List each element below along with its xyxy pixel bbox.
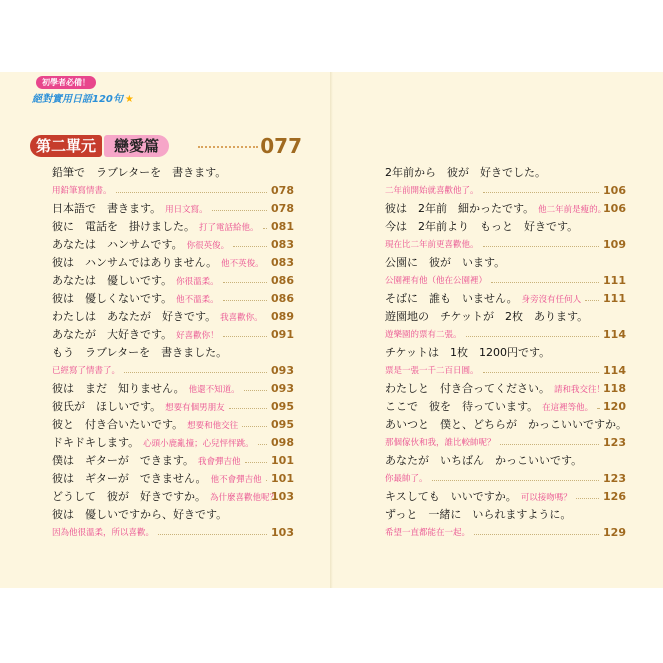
chinese-translation: 票是一張一千二百日圓。 [385,366,479,376]
list-item [52,378,294,396]
chinese-translation: 你很溫柔。 [176,277,219,287]
series-logo [28,76,168,116]
dotted-leader [223,282,267,283]
chinese-translation: 那個傢伙和我，誰比較帥呢？ [385,438,496,448]
japanese-sentence [52,254,264,270]
dotted-leader [266,480,267,481]
chinese-translation: 身旁沒有任何人 [521,295,582,305]
chinese-translation: 現在比二年前更喜歡他。 [385,240,479,250]
list-item [385,234,626,252]
japanese-sentence [385,398,593,414]
list-item [385,198,626,216]
page-number: 103 [271,526,294,539]
japanese-sentence [52,470,262,486]
japanese-sentence [52,200,208,216]
dotted-leader [576,498,599,499]
page-number: 091 [271,328,294,341]
dotted-leader [223,336,267,337]
list-item [385,288,626,306]
japanese-sentence [385,218,578,234]
dotted-leader [158,534,267,535]
chinese-translation: 可以接吻嗎？ [520,493,572,503]
dotted-leader [483,372,599,373]
page-number: 098 [271,436,294,449]
book-gutter [330,72,333,588]
page-number: 086 [271,292,294,305]
japanese-text: 公園に 彼が います。 [385,256,506,269]
list-item [52,270,294,288]
japanese-text: そばに 誰も いません。 [385,292,518,305]
chinese-translation: 用鉛筆寫情書。 [52,186,112,196]
japanese-text: キスしても いいですか。 [385,490,517,503]
list-item [52,486,294,504]
list-item [52,162,294,180]
chinese-translation: 請和我交往！ [554,385,606,395]
japanese-text: 今は 2年前より もっと 好きです。 [385,220,579,233]
list-item [52,234,294,252]
japanese-sentence [385,452,582,468]
page-number: 120 [603,400,626,413]
japanese-text: もう ラブレターを 書きました。 [52,346,228,359]
chinese-translation: 我喜歡你。 [220,313,263,323]
list-item [52,468,294,486]
list-item [52,342,294,360]
japanese-sentence [52,434,254,450]
chinese-translation: 在這裡等他。 [542,403,594,413]
japanese-sentence [385,254,505,270]
dotted-leader [491,282,599,283]
page-number: 114 [603,328,626,341]
japanese-sentence [52,272,219,288]
list-item [385,360,626,378]
dotted-leader [223,300,267,301]
list-item [385,180,626,198]
japanese-text: あなたが 大好きです。 [52,328,173,341]
page-number: 083 [271,256,294,269]
japanese-text: 彼は ハンサムではありません。 [52,256,218,269]
list-item [385,450,626,468]
dotted-leader [432,480,599,481]
chinese-translation: 你最帥了。 [385,474,428,484]
dotted-leader [116,192,267,193]
japanese-text: 彼は ギターが できません。 [52,472,207,485]
chinese-translation: 他還不知道。 [188,385,240,395]
chinese-translation: 用日文寫。 [165,205,208,215]
list-item [385,504,626,522]
page-number: 129 [603,526,626,539]
page-number: 095 [271,400,294,413]
list-item [52,414,294,432]
japanese-sentence [52,380,240,396]
japanese-text: あなたが いちばん かっこいいです。 [385,454,583,467]
list-item [52,360,294,378]
chinese-translation: 他不英俊。 [221,259,264,269]
chinese-translation: 好喜歡你！ [176,331,219,341]
list-item [52,450,294,468]
japanese-text: あいつと 僕と、どちらが かっこいいですか。 [385,418,627,431]
chinese-translation: 想要有個男朋友 [165,403,225,413]
page-number: 089 [271,310,294,323]
japanese-text: 彼に 電話を 掛けました。 [52,220,195,233]
chinese-translation: 他不會彈吉他 [210,475,262,485]
section-page-number: 077 [260,134,302,158]
list-item [385,270,626,288]
dotted-leader [212,210,267,211]
japanese-sentence [52,506,227,522]
dotted-leader [597,408,599,409]
page-number: 123 [603,472,626,485]
japanese-sentence [385,506,571,522]
chinese-translation: 公園裡有他（他在公園裡） [385,276,488,286]
logo-badge: 初學者必備！ [36,76,96,89]
dotted-leader [258,444,267,445]
logo-subtitle [32,90,134,105]
japanese-text: 鉛筆で ラブレターを 書きます。 [52,166,227,179]
chinese-translation: 他二年前是瘦的。 [538,205,607,215]
japanese-text: 2年前から 彼が 好きでした。 [385,166,546,179]
list-item [52,396,294,414]
dotted-leader [483,246,599,247]
japanese-sentence [52,236,229,252]
japanese-sentence [52,326,219,342]
dotted-leader [245,462,267,463]
japanese-sentence [385,344,550,360]
japanese-sentence [385,164,546,180]
page-number: 093 [271,382,294,395]
japanese-text: チケットは 1枚 1200円です。 [385,346,551,359]
japanese-text: わたしと 付き合ってください。 [385,382,550,395]
list-item [385,486,626,504]
list-item [52,180,294,198]
list-item [385,432,626,450]
japanese-sentence [52,344,227,360]
japanese-sentence [52,308,263,324]
japanese-text: 彼氏が ほしいです。 [52,400,162,413]
section-header [30,135,302,157]
japanese-text: あなたは ハンサムです。 [52,238,183,251]
dotted-leader [229,408,267,409]
japanese-text: ずっと 一緒に いられますように。 [385,508,572,521]
japanese-text: 彼は 優しくないです。 [52,292,173,305]
page-number: 078 [271,184,294,197]
list-item [385,342,626,360]
list-item [52,306,294,324]
unit-label: 第二單元 [30,135,102,157]
chinese-translation: 我會彈吉他 [198,457,241,467]
list-item [385,162,626,180]
dotted-leader [242,426,267,427]
chinese-translation: 他不溫柔。 [176,295,219,305]
page-number: 078 [271,202,294,215]
dotted-leader [483,192,599,193]
page-number: 118 [603,382,626,395]
page-number: 111 [603,274,626,287]
list-item [385,324,626,342]
page-number: 081 [271,220,294,233]
left-column [52,162,294,542]
dotted-leader [233,246,267,247]
dotted-leader [466,336,599,337]
section-leader [198,146,258,148]
dotted-leader [124,372,267,373]
list-item [385,378,626,396]
japanese-sentence [52,452,241,468]
japanese-sentence [52,290,219,306]
japanese-text: 彼は まだ 知りません。 [52,382,185,395]
japanese-sentence [385,380,605,396]
page-number: 126 [603,490,626,503]
logo-subtitle-text: 絕對實用日語120句 [32,94,123,105]
japanese-text: どうして 彼が 好きですか。 [52,490,206,503]
page-number: 114 [603,364,626,377]
dotted-leader [244,390,267,391]
japanese-text: ここで 彼を 待っています。 [385,400,539,413]
list-item [385,396,626,414]
chinese-translation: 心頭小鹿亂撞；心兒怦怦跳。 [143,439,254,449]
dotted-leader [263,228,267,229]
page-number: 101 [271,472,294,485]
page-number: 101 [271,454,294,467]
japanese-sentence [52,488,278,504]
japanese-sentence [385,488,572,504]
chinese-translation: 二年前開始就喜歡他了。 [385,186,479,196]
dotted-leader [585,300,599,301]
list-item [52,216,294,234]
right-column [385,162,626,542]
list-item [385,414,626,432]
list-item [52,522,294,540]
japanese-text: 僕は ギターが できます。 [52,454,195,467]
japanese-text: ドキドキします。 [52,436,140,449]
chinese-translation: 希望一直都能在一起。 [385,528,471,538]
japanese-sentence [385,308,588,324]
section-title: 戀愛篇 [104,135,169,157]
page-number: 103 [271,490,294,503]
chinese-translation: 你很英俊。 [186,241,230,251]
japanese-text: 彼は 優しいですから、好きです。 [52,508,228,521]
japanese-text: あなたは 優しいです。 [52,274,173,287]
chinese-translation: 想要和他交往 [187,421,239,431]
japanese-text: 遊園地の チケットが 2枚 あります。 [385,310,589,323]
dotted-leader [474,534,599,535]
japanese-text: 日本語で 書きます。 [52,202,162,215]
chinese-translation: 為什麼喜歡他呢？ [210,493,279,503]
japanese-sentence [52,164,226,180]
page-number: 095 [271,418,294,431]
list-item [52,198,294,216]
list-item [52,504,294,522]
chinese-translation: 因為他很溫柔，所以喜歡。 [52,528,155,538]
page-number: 123 [603,436,626,449]
list-item [385,468,626,486]
japanese-text: 彼と 付き合いたいです。 [52,418,184,431]
list-item [52,324,294,342]
list-item [385,522,626,540]
list-item [385,216,626,234]
page-number: 106 [603,202,626,215]
dotted-leader [500,444,599,445]
chinese-translation: 已經寫了情書了。 [52,366,121,376]
page-number: 083 [271,238,294,251]
japanese-text: 彼は 2年前 細かったです。 [385,202,535,215]
list-item [385,306,626,324]
japanese-sentence [52,218,259,234]
chinese-translation: 遊樂園的票有二張。 [385,330,462,340]
list-item [52,288,294,306]
page-number: 109 [603,238,626,251]
list-item [385,252,626,270]
japanese-sentence [52,398,225,414]
page-number: 086 [271,274,294,287]
japanese-text: わたしは あなたが 好きです。 [52,310,217,323]
page-number: 093 [271,364,294,377]
star-icon: ★ [124,94,134,105]
list-item [52,432,294,450]
japanese-sentence [385,416,627,432]
page-number: 106 [603,184,626,197]
chinese-translation: 打了電話給他。 [199,223,259,233]
page-number: 111 [603,292,626,305]
japanese-sentence [385,290,581,306]
book-page-spread [0,72,663,588]
list-item [52,252,294,270]
japanese-sentence [385,200,606,216]
japanese-sentence [52,416,238,432]
